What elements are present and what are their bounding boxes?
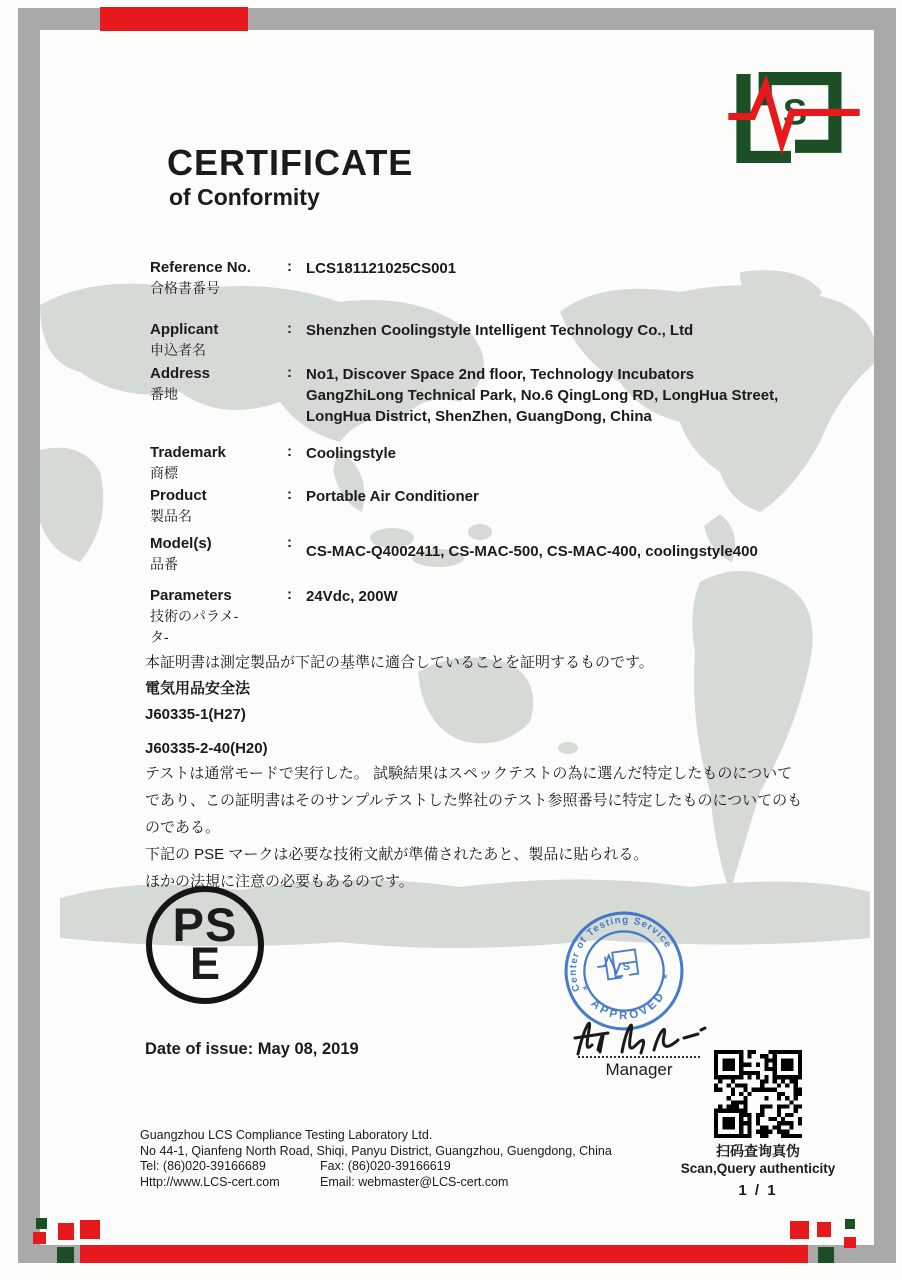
- test-note: [145, 760, 805, 895]
- field-colon: :: [287, 486, 292, 503]
- deco-square: [818, 1247, 834, 1263]
- field-row-address: [150, 364, 790, 427]
- frame-bottom-red-bar: [80, 1245, 808, 1263]
- statement-line: 本証明書は測定製品が下記の基準に適合していることを証明するものです。: [145, 654, 654, 671]
- field-label-jp: タ-: [150, 629, 169, 645]
- field-colon: :: [287, 258, 292, 275]
- test-note-pse: 下記の PSE マークは必要な技術文献が準備されたあと、製品に貼られる。: [145, 846, 649, 863]
- manager-signature: [568, 1008, 708, 1060]
- qr-code: [714, 1050, 802, 1138]
- issuer-company: Guangzhou LCS Compliance Testing Laboratory Ltd.: [140, 1128, 433, 1142]
- deco-square: [33, 1232, 46, 1244]
- deco-square: [57, 1247, 74, 1263]
- field-row-models: [150, 534, 790, 574]
- pse-mark: [146, 886, 264, 1004]
- date-of-issue: Date of issue: May 08, 2019: [145, 1040, 359, 1058]
- deco-square: [36, 1218, 47, 1229]
- field-value: 24Vdc, 200W: [306, 588, 398, 605]
- field-label-jp: 商標: [150, 465, 178, 481]
- statement-standard-1: J60335-1(H27): [145, 706, 246, 723]
- issuer-email: Email: webmaster@LCS-cert.com: [320, 1174, 509, 1189]
- field-row-applicant: [150, 320, 790, 360]
- lcs-logo: [728, 70, 860, 166]
- field-row-reference: [150, 258, 790, 298]
- frame-right-bar: [874, 8, 896, 1263]
- field-label: Parameters: [150, 587, 232, 604]
- field-label: Model(s): [150, 535, 212, 552]
- statement-standard-2: J60335-2-40(H20): [145, 740, 268, 757]
- field-label-jp: 技術のパラメ-: [150, 608, 239, 624]
- field-colon: :: [287, 320, 292, 337]
- stamp-approved-text: APPROVED: [588, 988, 669, 1023]
- field-value: Portable Air Conditioner: [306, 488, 479, 505]
- qr-caption: [668, 1143, 848, 1177]
- field-value: LCS181121025CS001: [306, 260, 457, 277]
- issuer-address: No 44-1, Qianfeng North Road, Shiqi, Panyu District, Guangzhou, Guengdong, China: [140, 1143, 612, 1158]
- address-line: LongHua District, ShenZhen, GuangDong, China: [306, 408, 652, 425]
- issuer-fax: Fax: (86)020-39166619: [320, 1159, 451, 1173]
- test-note-paragraph: テストは通常モードで実行した。 試験結果はスペックテストの為に選んだ特定したものについてであり、この証明書はそのサンプルテストした弊社のテスト参照番号に特定したものについてのものである。: [145, 765, 803, 836]
- issuer-tel: Tel: (86)020-39166689: [140, 1159, 266, 1173]
- svg-text:S: S: [782, 91, 808, 133]
- deco-square: [845, 1219, 855, 1229]
- field-label: Product: [150, 487, 207, 504]
- field-label-jp: 品番: [150, 556, 178, 572]
- field-colon: :: [287, 586, 292, 603]
- address-line: GangZhiLong Technical Park, No.6 QingLong RD, LongHua Street,: [306, 387, 779, 404]
- stamp-center-logo: [596, 949, 639, 980]
- certificate-title: CERTIFICATE: [167, 142, 414, 183]
- field-value: CS-MAC-Q4002411, CS-MAC-500, CS-MAC-400, coolingstyle400: [306, 543, 758, 560]
- conformity-statement: [145, 650, 805, 728]
- pse-mark-ps: PS: [172, 898, 238, 951]
- signature-line: [578, 1056, 700, 1058]
- field-value: Coolingstyle: [306, 445, 397, 462]
- field-colon: :: [287, 534, 292, 551]
- field-label-jp: 製品名: [150, 508, 192, 524]
- qr-caption-en: Scan,Query authenticity: [680, 1161, 836, 1176]
- frame-left-bar: [18, 8, 40, 1263]
- qr-caption-zh: 扫码查询真伪: [716, 1143, 800, 1159]
- field-label: Address: [150, 365, 211, 382]
- field-row-parameters: [150, 586, 790, 647]
- pse-mark-e: E: [189, 938, 220, 989]
- test-note-other: ほかの法規に注意の必要もあるのです。: [145, 873, 414, 890]
- statement-law: 電気用品安全法: [145, 680, 251, 697]
- frame-top-red-segment: [100, 7, 248, 31]
- field-label: Applicant: [150, 321, 219, 338]
- stamp-center-letter: S: [622, 960, 631, 974]
- deco-square: [80, 1220, 100, 1239]
- deco-square: [58, 1223, 74, 1240]
- deco-square: [790, 1221, 809, 1239]
- deco-square: [844, 1237, 856, 1248]
- stamp-star-right: *: [661, 971, 670, 987]
- deco-square: [817, 1222, 831, 1237]
- field-label-jp: 申込者名: [150, 342, 206, 358]
- stamp-star-left: *: [581, 982, 590, 999]
- signer-role: Manager: [605, 1060, 673, 1079]
- field-value: [306, 364, 790, 427]
- field-colon: :: [287, 443, 292, 460]
- field-label-jp: 合格書番号: [150, 280, 220, 296]
- field-label-jp: 番地: [150, 386, 178, 402]
- field-row-trademark: [150, 443, 790, 483]
- stamp-arc-text: Center of Testing Service: [567, 914, 674, 993]
- field-colon: :: [287, 364, 292, 381]
- page-number: 1 / 1: [738, 1182, 778, 1199]
- field-label: Reference No.: [150, 259, 251, 276]
- svg-text:Center of Testing Service: [561, 908, 679, 993]
- issuer-web: Http://www.LCS-cert.com: [140, 1174, 280, 1189]
- certificate-subtitle: of Conformity: [169, 184, 320, 210]
- issuer-footer: [140, 1128, 620, 1190]
- field-label: Trademark: [150, 444, 226, 461]
- field-value: Shenzhen Coolingstyle Intelligent Technology Co., Ltd: [306, 322, 694, 339]
- field-row-product: [150, 486, 790, 526]
- address-line: No1, Discover Space 2nd floor, Technology Incubators: [306, 366, 695, 383]
